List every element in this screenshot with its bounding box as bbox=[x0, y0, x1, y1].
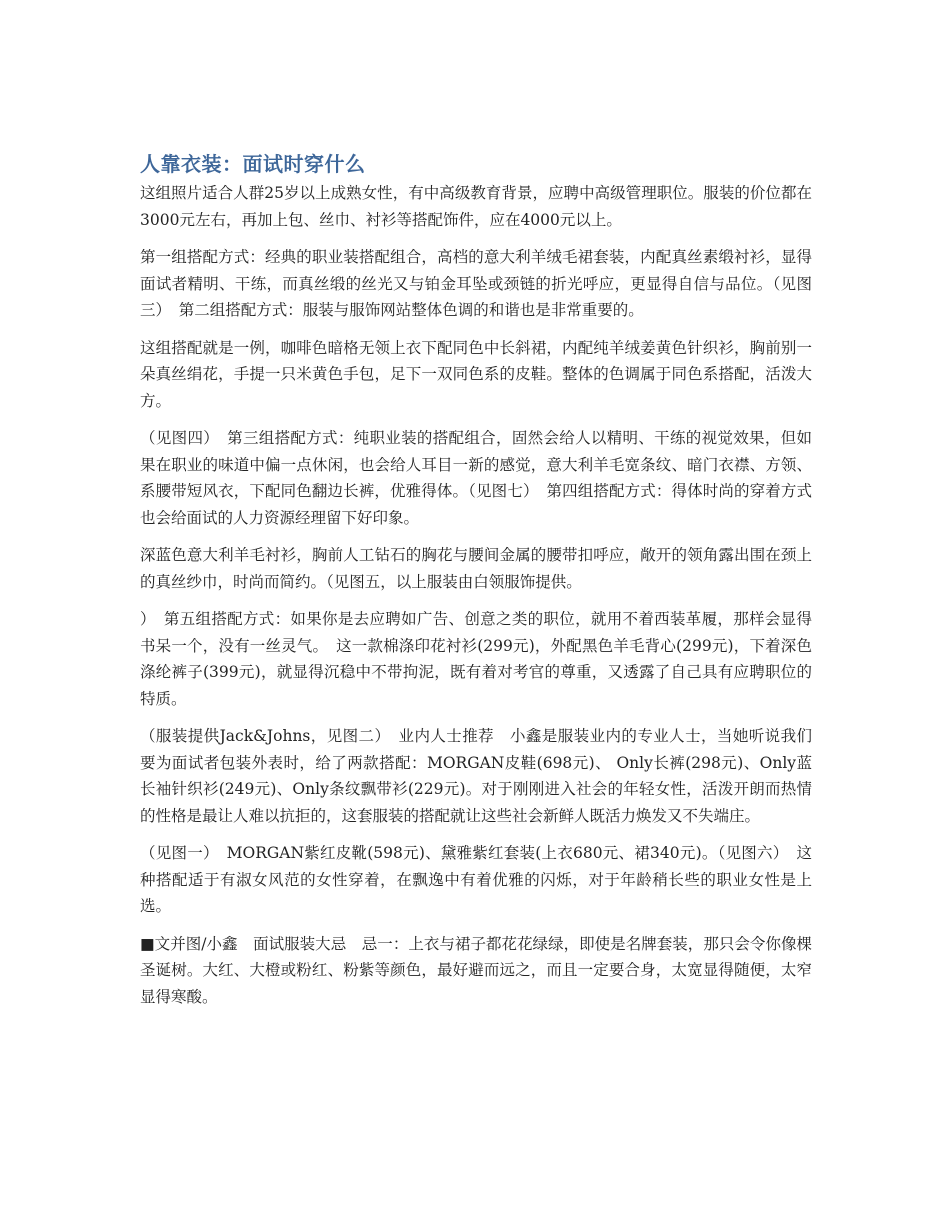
paragraph: （服装提供Jack&Johns，见图二） 业内人士推荐 小鑫是服装业内的专业人士，当她听说我们要为面试者包装外表时，给了两款搭配：MORGAN皮鞋(698元)、 Only长裤(298元)、Only蓝长袖针织衫(249元)、Only条纹飘带衫(229元)。对于刚刚进入社会的年轻女性，活泼开朗而热情的性格是最让人难以抗拒的，这套服装的搭配就让这些社会新鲜人既活力焕发又不失端庄。 bbox=[140, 727, 812, 825]
paragraph: ） 第五组搭配方式：如果你是去应聘如广告、创意之类的职位，就用不着西装革履，那样会显得书呆一个，没有一丝灵气。 这一款棉涤印花衬衫(299元)，外配黑色羊毛背心(299元)，下着深色涤纶裤子(399元)，就显得沉稳中不带拘泥，既有着对考官的尊重，又透露了自己具有应聘职位的特质。 bbox=[140, 610, 812, 708]
document-page bbox=[140, 148, 812, 1021]
paragraph: （见图一） MORGAN紫红皮靴(598元)、黛雅紫红套装(上衣680元、裙340元)。（见图六） 这种搭配适于有淑女风范的女性穿着，在飘逸中有着优雅的闪烁，对于年龄稍长些的职业女性是上选。 bbox=[140, 844, 812, 915]
paragraph: 这组照片适合人群25岁以上成熟女性，有中高级教育背景，应聘中高级管理职位。服装的价位都在3000元左右，再加上包、丝巾、衬衫等搭配饰件，应在4000元以上。 bbox=[140, 184, 812, 229]
paragraph: ■文并图/小鑫 面试服装大忌 忌一：上衣与裙子都花花绿绿，即使是名牌套装，那只会令你像棵圣诞树。大红、大橙或粉红、粉紫等颜色，最好避而远之，而且一定要合身，太宽显得随便，太窄显得寒酸。 bbox=[140, 934, 812, 1006]
document-title: 人靠衣装：面试时穿什么 bbox=[140, 152, 366, 176]
paragraph: 这组搭配就是一例，咖啡色暗格无领上衣下配同色中长斜裙，内配纯羊绒姜黄色针织衫，胸前别一朵真丝绢花，手提一只米黄色手包，足下一双同色系的皮鞋。整体的色调属于同色系搭配，活泼大方。 bbox=[140, 338, 812, 410]
paragraph: （见图四） 第三组搭配方式：纯职业装的搭配组合，固然会给人以精明、干练的视觉效果，但如果在职业的味道中偏一点休闲，也会给人耳目一新的感觉，意大利羊毛宽条纹、暗门衣襟、方领、系腰带短风衣，下配同色翻边长裤，优雅得体。（见图七） 第四组搭配方式：得体时尚的穿着方式也会给面试的人力资源经理留下好印象。 bbox=[140, 429, 812, 527]
paragraph: 第一组搭配方式：经典的职业装搭配组合，高档的意大利羊绒毛裙套装，内配真丝素缎衬衫，显得面试者精明、干练，而真丝缎的丝光又与铂金耳坠或颈链的折光呼应，更显得自信与品位。（见图三） 第二组搭配方式：服装与服饰网站整体色调的和谐也是非常重要的。 bbox=[140, 248, 812, 319]
paragraph: 深蓝色意大利羊毛衬衫，胸前人工钻石的胸花与腰间金属的腰带扣呼应，敞开的领角露出围在颈上的真丝纱巾，时尚而简约。（见图五，以上服装由白领服饰提供。 bbox=[140, 546, 812, 591]
